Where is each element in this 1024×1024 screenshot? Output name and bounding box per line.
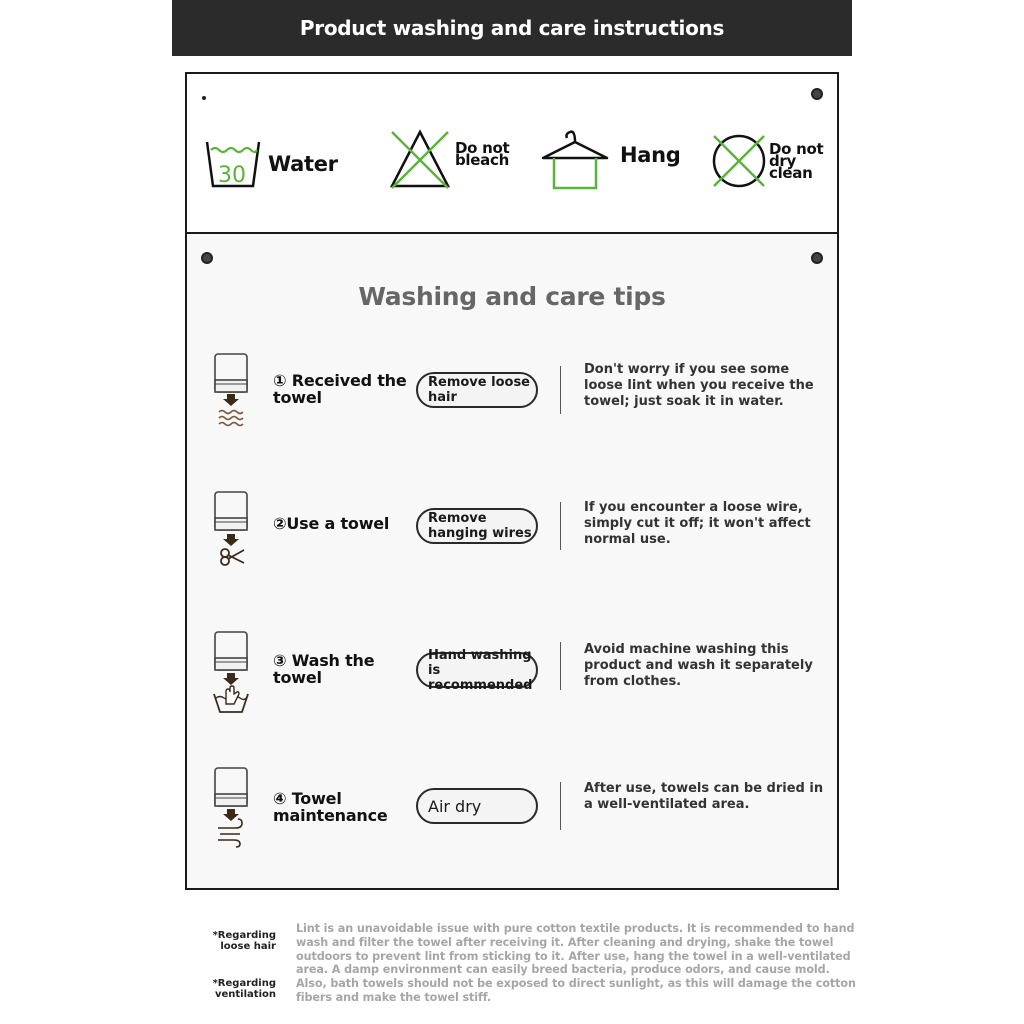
tips-title: Washing and care tips (358, 282, 666, 311)
panel-dot (202, 96, 206, 100)
step-action-label: Hand washing is recommended (428, 647, 533, 693)
care-symbol-hang (540, 126, 681, 192)
step-label: ③ Wash the towel (273, 651, 375, 687)
hang-dry-icon (540, 126, 610, 192)
page-title: Product washing and care instructions (299, 16, 725, 40)
step-description: Don't worry if you see some loose lint when you receive the towel; just soak it in water. (584, 362, 814, 409)
towel-airdry-icon (210, 766, 252, 848)
towel-scissors-icon (210, 490, 252, 572)
care-symbol-no-bleach (388, 128, 525, 190)
step-description: Avoid machine washing this product and wash it separately from clothes. (584, 642, 813, 689)
step-action-pill (416, 788, 538, 824)
step-action-label: Remove hanging wires (428, 511, 532, 541)
care-symbol-wash (204, 136, 338, 192)
wash-30-icon (204, 136, 262, 192)
care-symbol-no-dry-clean (710, 132, 829, 190)
step-divider (560, 642, 561, 690)
footnote-text: Lint is an unavoidable issue with pure cotton textile products. It is recommended to hand wash and filter the towel after receiving it. After cleaning and drying, shake the towel outdoors to prevent lint from sticking to it. After use, hang the towel in a well-ventilated area. A damp environment can easily breed bacteria, produce odors, and cause mold. Also, bath towels should not be exposed to direct sunlight, as this will damage the cotton fibers and make the towel stiff. (296, 922, 856, 1004)
step-divider (560, 782, 561, 830)
no-bleach-icon (388, 128, 452, 190)
care-symbol-label: Hang (620, 143, 681, 167)
step-label: ②Use a towel (273, 514, 390, 533)
page-header (172, 0, 852, 56)
step-action-pill (416, 647, 538, 693)
step-action-pill (416, 372, 538, 408)
care-symbol-label: Do not dry clean (769, 140, 824, 182)
step-action-label: Air dry (428, 796, 482, 816)
step-action-pill (416, 508, 538, 544)
step-description: If you encounter a loose wire, simply cut it off; it won't affect normal use. (584, 500, 811, 547)
step-label: ① Received the towel (273, 371, 407, 407)
step-divider (560, 502, 561, 550)
footnote-label: *Regarding loose hair (212, 930, 276, 952)
step-action-label: Remove loose hair (428, 375, 530, 405)
towel-handwash-icon (210, 630, 252, 716)
panel-rivet (201, 252, 213, 264)
care-symbol-label: Do not bleach (455, 139, 510, 169)
wash-temperature: 30 (218, 163, 246, 188)
step-description: After use, towels can be dried in a well-ventilated area. (584, 781, 824, 812)
step-label: ④ Towel maintenance (273, 789, 388, 825)
towel-soak-icon (210, 352, 252, 430)
panel-rivet (811, 88, 823, 100)
footnote-label: *Regarding ventilation (212, 978, 276, 1000)
panel-rivet (811, 252, 823, 264)
step-divider (560, 366, 561, 414)
care-symbol-label: Water (268, 152, 338, 176)
no-dry-clean-icon (710, 132, 768, 190)
